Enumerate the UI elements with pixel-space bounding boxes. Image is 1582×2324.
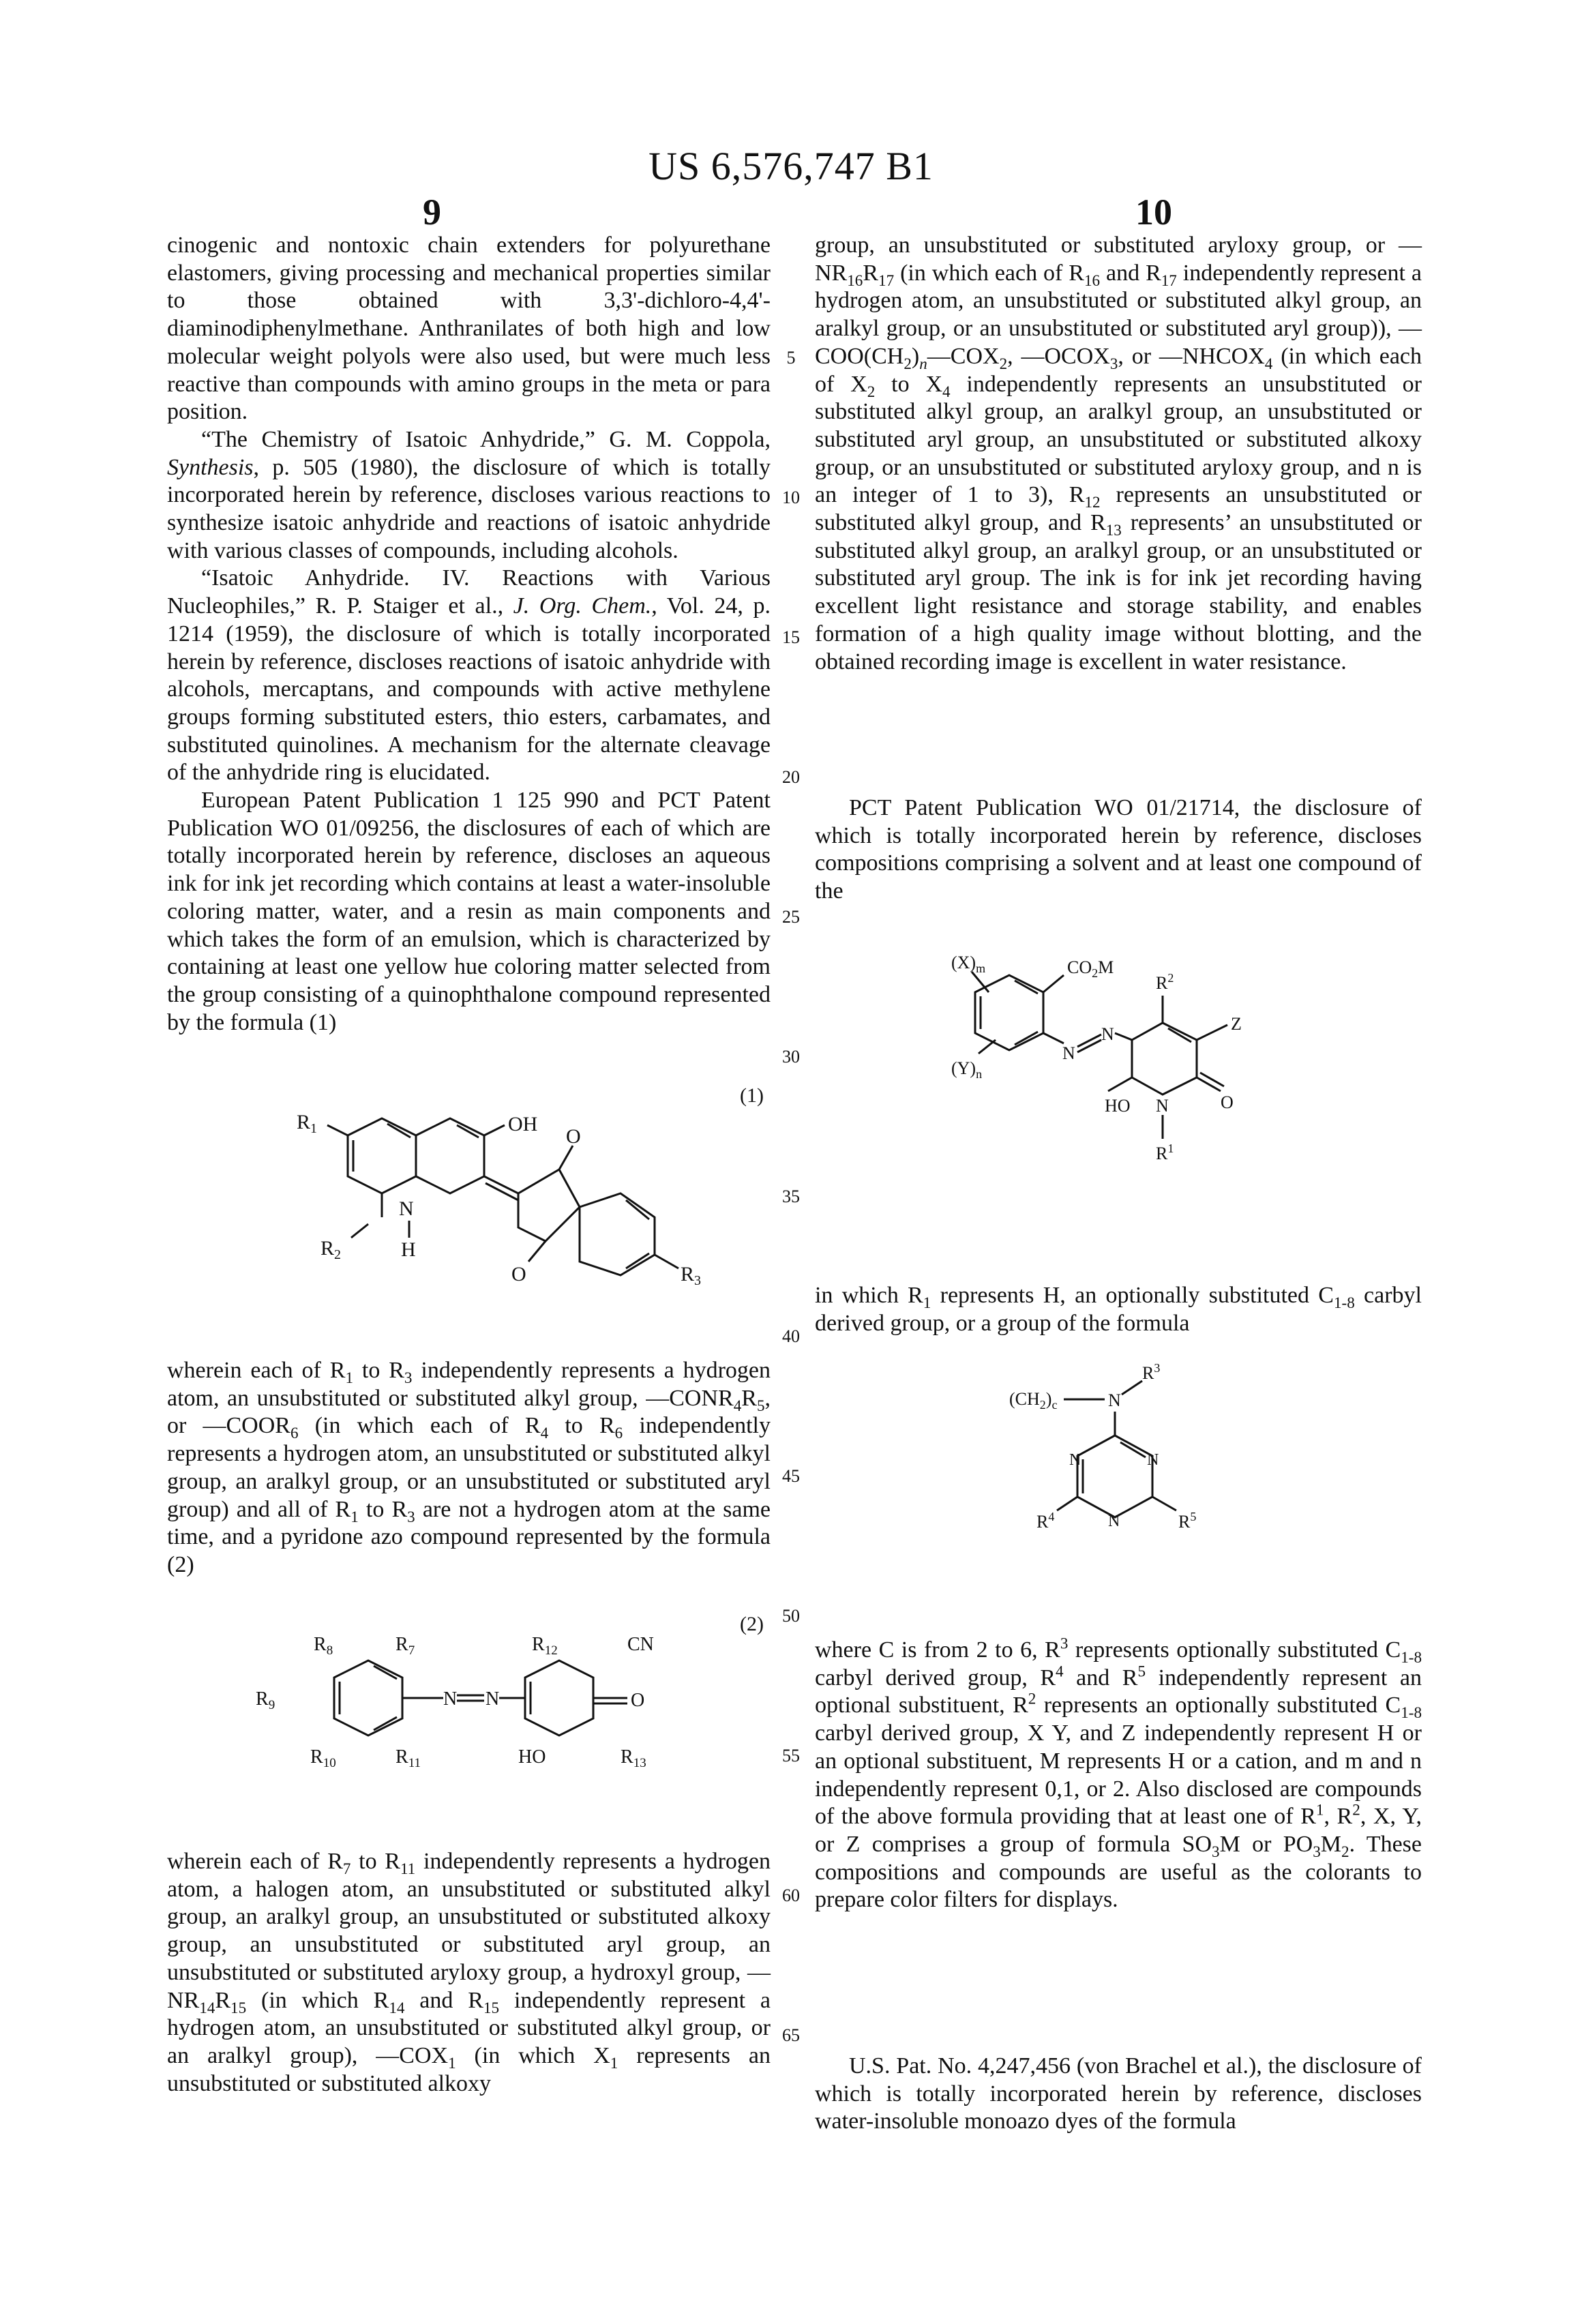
svg-text:N: N: [1101, 1024, 1114, 1044]
paragraph-staiger: “Isatoic Anhydride. IV. Reactions with Various Nucleophiles,” R. P. Staiger et al., J. Org. Chem., Vol. 24, p. 1214 (1959), the disclosure of which is totally incorporated herein by reference, discloses reactions of isatoic anhydride with alcohols, mercaptans, and compounds with active methylene groups forming substituted esters, thio esters, carbamates, and substituted quinolines. A mechanism for the alternate cleavage of the anhydride ring is elucidated.: [167, 565, 771, 787]
svg-text:O: O: [631, 1690, 644, 1711]
paragraph-r7-continued: group, an unsubstituted or substituted aryloxy group, or —NR16R17 (in which each of R16 and R17 independently represent a hydrogen atom, an unsubstituted or substituted alkyl group, an aralkyl group, or an unsubstituted or substituted aryl group)), —COO(CH2)n—COX2, —OCOX3, or —NHCOX4 (in which each of X2 to X4 independently represents an unsubstituted or substituted alkyl group, an aralkyl group, an unsubstituted or substituted aryl group, an unsubstituted or substituted alkoxy group, or an unsubstituted or substituted aryloxy group, and n is an integer of 1 to 3), R12 represents an unsubstituted or substituted alkyl group, and R13 represents’ an unsubstituted or substituted alkyl group, an aralkyl group, or an unsubstituted or substituted aryl group. The ink is for ink jet recording having excellent light resistance and storage stability, and enables formation of a high quality image without blotting, and the obtained recording image is excellent in water resistance.: [815, 232, 1422, 676]
right-column-us-patent: [815, 2053, 1422, 2136]
svg-text:O: O: [566, 1125, 581, 1148]
svg-text:R8: R8: [314, 1634, 333, 1658]
line-number: 10: [771, 488, 811, 508]
svg-text:R4: R4: [1036, 1510, 1054, 1532]
svg-text:(Y)n: (Y)n: [951, 1058, 982, 1081]
svg-text:R1: R1: [297, 1111, 317, 1136]
line-number: 60: [771, 1886, 811, 1906]
left-column-top: [167, 232, 771, 1037]
svg-text:R10: R10: [310, 1746, 336, 1770]
svg-text:R3: R3: [681, 1263, 701, 1288]
svg-text:R7: R7: [395, 1634, 415, 1658]
svg-text:R2: R2: [320, 1237, 341, 1262]
line-number: 35: [771, 1187, 811, 1207]
svg-text:N: N: [1147, 1451, 1159, 1469]
line-number: 25: [771, 907, 811, 927]
line-number: 30: [771, 1047, 811, 1067]
paragraph-r1-definition: in which R1 represents H, an optionally substituted C1-8 carbyl derived group, or a group of the formula: [815, 1282, 1422, 1337]
svg-text:N: N: [1069, 1451, 1081, 1469]
paragraph-wherein-r1-r3: wherein each of R1 to R3 independently represents a hydrogen atom, an unsubstituted or substituted alkyl group, —CONR4R5, or —COOR6 (in which each of R4 to R6 independently represents a hydrogen atom, an unsubstituted or substituted alkyl group, an aralkyl group, or an unsubstituted or substituted aryl group) and all of R1 to R3 are not a hydrogen atom at the same time, and a pyridone azo compound represented by the formula (2): [167, 1357, 771, 1579]
svg-text:HO: HO: [1105, 1096, 1131, 1116]
svg-text:N: N: [1062, 1043, 1075, 1063]
formula-2-label: (2): [740, 1613, 764, 1636]
svg-text:Z: Z: [1231, 1014, 1242, 1034]
svg-text:OH: OH: [508, 1113, 537, 1135]
svg-text:R11: R11: [395, 1746, 421, 1770]
svg-text:N: N: [443, 1688, 457, 1710]
paragraph-coppola: “The Chemistry of Isatoic Anhydride,” G. M. Coppola, Synthesis, p. 505 (1980), the disclosure of which is totally incorporated herein by reference, discloses various reactions to synthesize isatoic anhydride and reactions of isatoic anhydride with various classes of compounds, including alcohols.: [167, 426, 771, 565]
svg-text:N: N: [1108, 1390, 1121, 1410]
paragraph-european-patent: European Patent Publication 1 125 990 and PCT Patent Publication WO 01/09256, the disclosures of each of which are totally incorporated herein by reference, discloses an aqueous ink for ink jet recording which contains at least a water-insoluble coloring matter, water, and a resin as main components and which takes the form of an emulsion, which is characterized by containing at least one yellow hue coloring matter selected from the group consisting of a quinophthalone compound represented by the formula (1): [167, 787, 771, 1037]
svg-text:H: H: [401, 1238, 416, 1261]
formula-1-structure: [232, 1098, 723, 1323]
svg-text:N: N: [1108, 1513, 1120, 1530]
line-number: 20: [771, 767, 811, 788]
line-number: 45: [771, 1466, 811, 1487]
svg-text:R2: R2: [1156, 971, 1174, 993]
paragraph-chain-extenders: cinogenic and nontoxic chain extenders for polyurethane elastomers, giving processing and mechanical properties similar to those obtained with 3,3'-dichloro-4,4'-diaminodiphenylmethane. Anthranilates of both high and low molecular weight polyols were also used, but were much less reactive than compounds with amino groups in the meta or para position.: [167, 232, 771, 426]
svg-text:HO: HO: [518, 1746, 546, 1768]
paragraph-wherein-r7-r11: wherein each of R7 to R11 independently represents a hydrogen atom, a halogen atom, an unsubstituted or substituted alkyl group, an aralkyl group, an unsubstituted or substituted alkoxy group, an unsubstituted or substituted aryl group, an unsubstituted or substituted aryloxy group, a hydroxyl group, —NR14R15 (in which R14 and R15 independently represent a hydrogen atom, an unsubstituted or substituted alkyl group, or an aralkyl group), —COX1 (in which X1 represents an unsubstituted or substituted alkoxy: [167, 1848, 771, 2098]
right-column-where-c: [815, 1637, 1422, 1914]
right-column-top: [815, 232, 1422, 676]
line-number: 55: [771, 1746, 811, 1766]
svg-text:R9: R9: [256, 1688, 275, 1712]
line-number: 5: [771, 348, 811, 368]
svg-text:N: N: [399, 1197, 414, 1220]
right-column-pct: [815, 794, 1422, 906]
svg-text:CN: CN: [627, 1634, 654, 1655]
svg-text:N: N: [1156, 1096, 1169, 1116]
right-column-r1: [815, 1282, 1422, 1337]
svg-text:N: N: [486, 1688, 499, 1710]
svg-text:(CH2)c: (CH2)c: [1009, 1389, 1057, 1412]
svg-text:(X)m: (X)m: [951, 953, 985, 975]
line-number: 50: [771, 1606, 811, 1626]
line-number: 15: [771, 627, 811, 648]
svg-text:O: O: [1221, 1092, 1234, 1112]
svg-text:CO2M: CO2M: [1067, 957, 1114, 980]
svg-text:R13: R13: [621, 1746, 646, 1770]
patent-number: US 6,576,747 B1: [0, 143, 1582, 189]
formula-pct-structure: [927, 944, 1309, 1204]
svg-text:R3: R3: [1142, 1361, 1160, 1383]
left-column-middle: [167, 1357, 771, 1579]
svg-text:R12: R12: [532, 1634, 558, 1658]
page-number-right: 10: [1135, 191, 1172, 233]
formula-triazine-structure: [1009, 1357, 1296, 1575]
paragraph-us-patent: U.S. Pat. No. 4,247,456 (von Brachel et al.), the disclosure of which is totally incorporated herein by reference, discloses water-insoluble monoazo dyes of the formula: [815, 2053, 1422, 2136]
line-number: 40: [771, 1326, 811, 1347]
page-number-left: 9: [423, 191, 441, 233]
svg-text:R1: R1: [1156, 1142, 1174, 1163]
formula-2-structure: [245, 1623, 736, 1821]
line-number: 65: [771, 2025, 811, 2046]
svg-text:O: O: [511, 1263, 526, 1285]
left-column-bottom: [167, 1848, 771, 2098]
paragraph-pct: PCT Patent Publication WO 01/21714, the disclosure of which is totally incorporated herein by reference, discloses compositions comprising a solvent and at least one compound of the: [815, 794, 1422, 906]
paragraph-where-c: where C is from 2 to 6, R3 represents optionally substituted C1-8 carbyl derived group, R4 and R5 independently represent an optional substituent, R2 represents an optionally substituted C1-8 carbyl derived group, X Y, and Z independently represent H or an optional substituent, M represents H or a cation, and m and n independently represent 0,1, or 2. Also disclosed are compounds of the above formula providing that at least one of R1, R2, X, Y, or Z comprises a group of formula SO3M or PO3M2. These compositions and compounds are useful as the colorants to prepare color filters for displays.: [815, 1637, 1422, 1914]
svg-text:R5: R5: [1178, 1510, 1196, 1532]
formula-1-label: (1): [740, 1084, 764, 1107]
